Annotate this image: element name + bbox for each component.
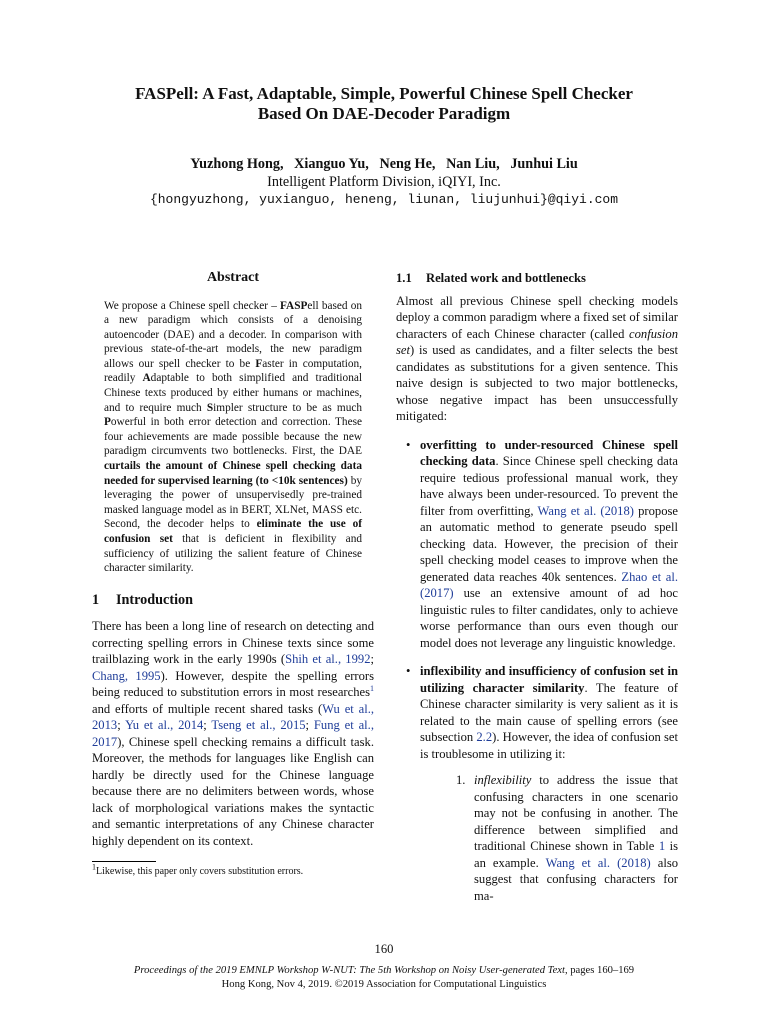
- footnote-marker[interactable]: 1: [370, 684, 374, 694]
- citation-wang-2018[interactable]: Wang et al. (2018): [537, 503, 634, 518]
- proceedings-title: Proceedings of the 2019 EMNLP Workshop W-NUT: The 5th Workshop on Noisy User-generated Text: [133, 965, 565, 976]
- citation-chang-1995[interactable]: Chang, 1995: [92, 668, 161, 683]
- page-number: 160: [374, 942, 394, 956]
- citation-shih-1992[interactable]: Shih et al., 1992: [285, 652, 371, 667]
- footnote: $^1$Likewise, this paper only covers substitution errors.: [92, 862, 304, 878]
- list-item: 1. inflexibility to address the issue that confusing characters in one scenario may not be confusing in another. The difference between simplified and traditional Chinese shown in Table 1 is an example. Wang et al. (2018) also suggest that confusing characters for ma-: [456, 773, 679, 903]
- intro-paragraph: There has been a long line of research on detecting and correcting spelling errors in Chinese texts since some trailblazing work in the early 1990s (Shih et al., 1992; Chang, 1995). However, despite the spelling errors being reduced to substitution errors in most researches$^1$ and efforts of multiple recent shared tasks (Wu et al., 2013; Yu et al., 2014; Tseng et al., 2015; Fung et al., 2017), Chinese spell checking remains a difficult task. Moreover, the methods for languages like English can hardly be directly used for the Chinese language because there are no delimiters between words, whose lack of morphological variations makes the syntactic and semantic interpretations of any Chinese character highly dependent on its context.: [92, 619, 375, 848]
- related-work-paragraph: Almost all previous Chinese spell checking models deploy a common paradigm where a fixed set of similar characters of each Chinese character (called confusion set) is used as candidates, and a filter selects the best candidates as substitutions for a given sentence. This naive design is subjected to two major bottlenecks, whose negative impact has been unsuccessfully mitigated:: [396, 293, 678, 423]
- enumerated-list: [444, 772, 678, 904]
- citation-wang-2018[interactable]: Wang et al. (2018): [545, 855, 651, 870]
- subsection-ref[interactable]: 2.2: [476, 730, 493, 744]
- citation-wu-2013[interactable]: Wu et al., 2013: [92, 701, 375, 733]
- proceedings-footer: [40, 964, 728, 992]
- table-ref[interactable]: 1: [658, 839, 666, 853]
- bottleneck-list: [396, 437, 678, 905]
- abstract-text: We propose a Chinese spell checker – FASPell based on a new paradigm which consists of a denoising autoencoder (DAE) and a decoder. In comparison with previous state-of-the-art models, the new paradigm allows our spell checker to be Faster in computation, readily Adaptable to both simplified and traditional Chinese texts produced by either humans or machines, and to require much Simpler structure to be as much Powerful in both error detection and correction. These four achievements are made possible because the new paradigm circumvents two bottlenecks. First, the DAE curtails the amount of Chinese spell checking data needed for supervised learning (to <10k sentences) by leveraging the power of unsupervisedly pre-trained masked language model as in BERT, XLNet, MASS etc. Second, the decoder helps to eliminate the use of confusion set that is deficient in flexibility and sufficiency of utilizing the salient feature of Chinese character similarity.: [104, 299, 363, 575]
- author-emails: {hongyuzhong, yuxianguo, heneng, liunan, liujunhui}@qiyi.com: [149, 192, 619, 207]
- subsection-title: Related work and bottlenecks: [426, 271, 586, 285]
- paper-title: [60, 84, 708, 124]
- list-item: • inflexibility and insufficiency of confusion set in utilizing character similarity. The feature of Chinese character similarity is very salient as it is related to the main cause of spelling errors (see subsection 2.2). However, the idea of confusion set is troublesome in utilizing it: 1. inflexibility to address the issue that confusing characters in one scenario may not be confusing in another. The difference between simplified and traditional Chinese shown in Table 1 is an example. Wang et al. (2018) also suggest that confusing characters for ma-: [406, 664, 679, 903]
- citation-tseng-2015[interactable]: Tseng et al., 2015: [211, 718, 306, 733]
- citation-fung-2017[interactable]: Fung et al., 2017: [92, 718, 374, 749]
- bullet-icon: •: [406, 664, 411, 678]
- section-number: 1: [92, 591, 100, 608]
- proceedings-venue: Hong Kong, Nov 4, 2019. ©2019 Association for Computational Linguistics: [221, 979, 547, 990]
- related-work-heading: [396, 270, 678, 287]
- intro-heading: [92, 592, 374, 609]
- title-line-1: FASPell: A Fast, Adaptable, Simple, Powerful Chinese Spell Checker: [135, 84, 633, 103]
- right-column: [396, 270, 678, 916]
- subsection-number: 1.1: [396, 271, 412, 285]
- title-line-2: Based On DAE-Decoder Paradigm: [257, 104, 511, 123]
- citation-zhao-2017[interactable]: Zhao et al. (2017): [420, 569, 679, 600]
- citation-yu-2014[interactable]: Yu et al., 2014: [125, 718, 204, 733]
- section-title: Introduction: [116, 591, 193, 608]
- author-list: Yuzhong Hong, Xianguo Yu, Neng He, Nan Liu, Junhui Liu: [190, 156, 578, 172]
- footnote-rule: [92, 861, 156, 862]
- abstract-heading: Abstract: [206, 270, 260, 285]
- proceedings-pages: , pages 160–169: [564, 965, 635, 976]
- affiliation: Intelligent Platform Division, iQIYI, Inc.: [267, 174, 501, 190]
- left-column: [92, 270, 374, 878]
- list-item: • overfitting to under-resourced Chinese spell checking data. Since Chinese spell checking data require tedious professional manual work, they have always been under-resourced. To prevent the filter from overfitting, Wang et al. (2018) propose an automatic method to generate pseudo spell checking data. However, the precision of their spell checking model ceases to improve when the generated data reaches 40k sentences. Zhao et al. (2017) use an extensive amount of ad hoc linguistic rules to filter candidates, only to achieve worse performance than ours even though our model does not leverage any linguistic knowledge.: [406, 437, 679, 650]
- bullet-icon: •: [406, 437, 411, 452]
